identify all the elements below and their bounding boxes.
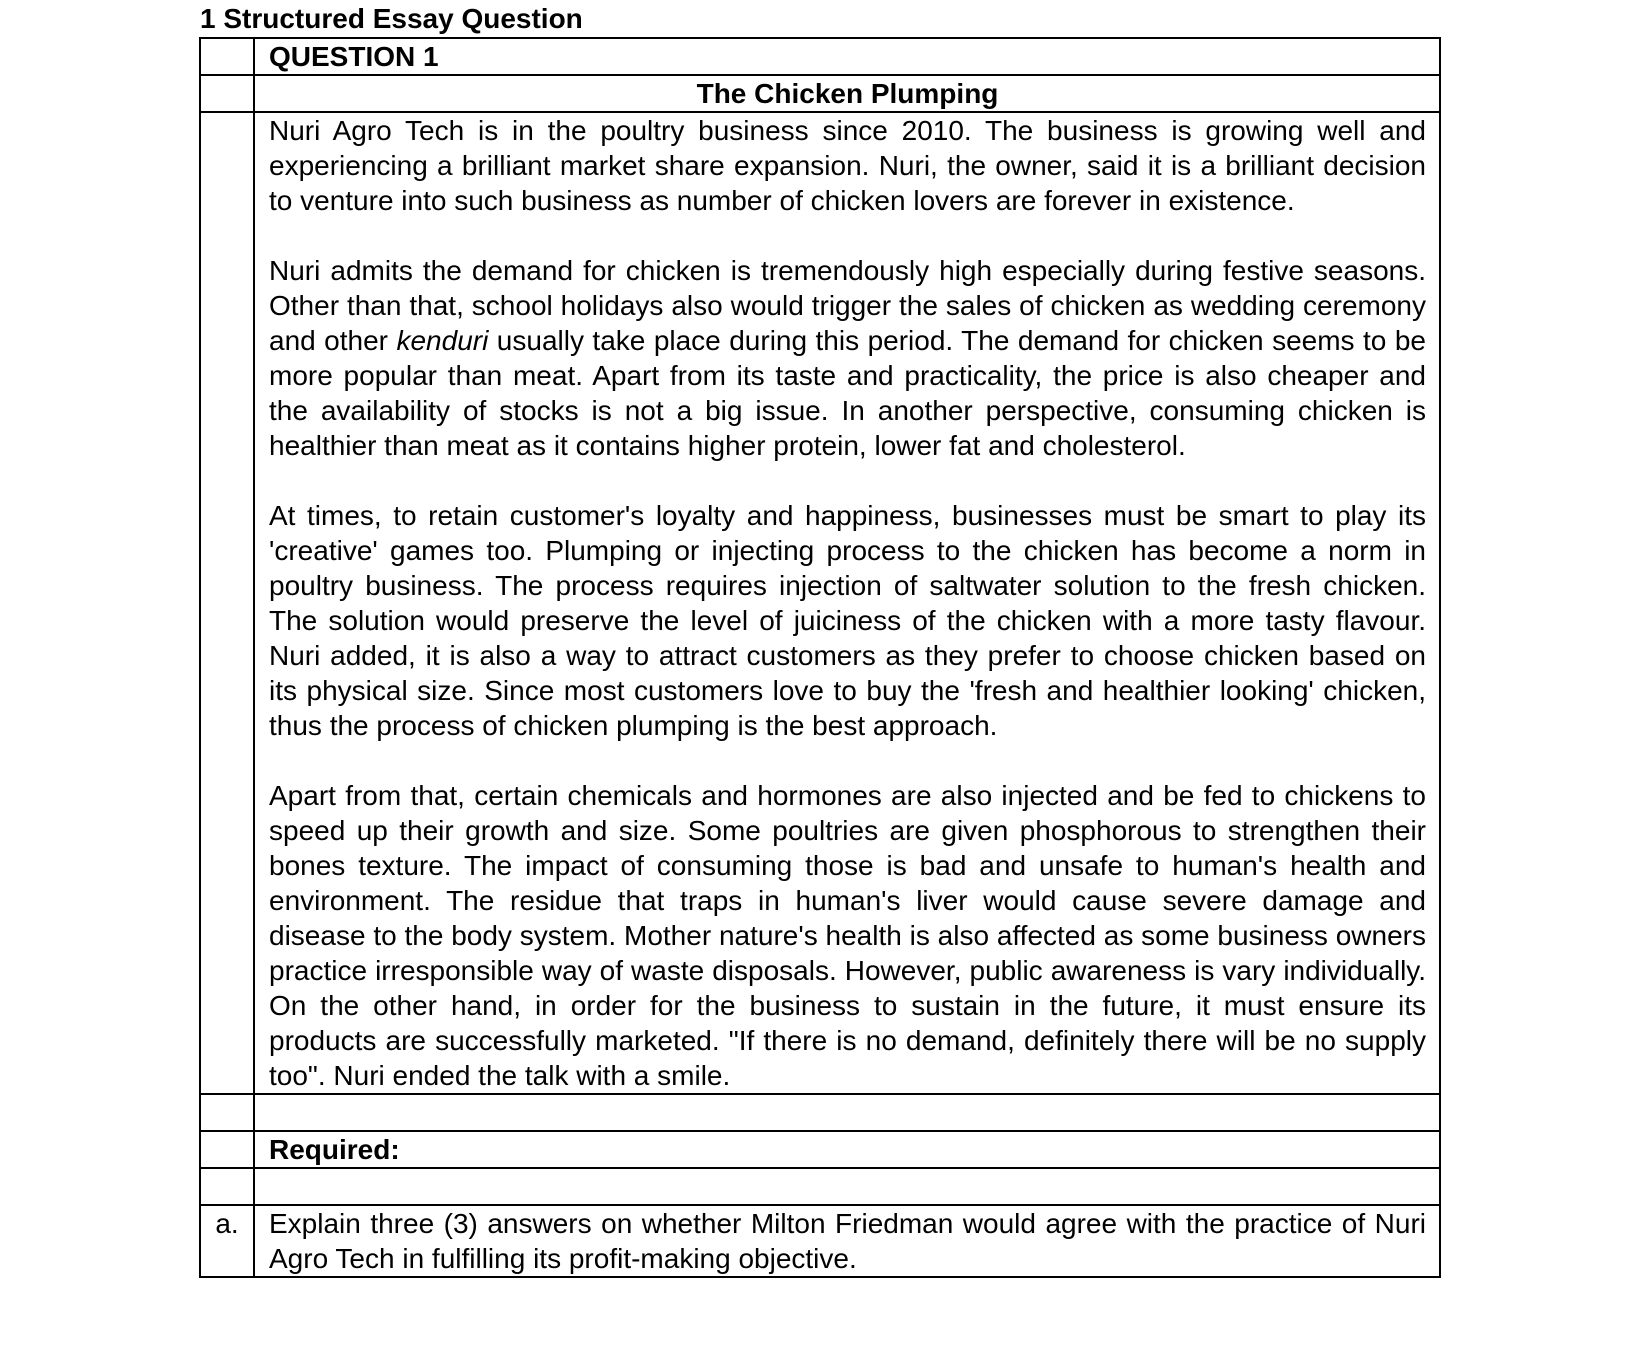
- spacer-row-1: [200, 1094, 1440, 1131]
- case-title-number-cell: [200, 75, 254, 112]
- required-label: Required:: [254, 1131, 1440, 1168]
- spacer-row-2: [200, 1168, 1440, 1205]
- question-label-number-cell: [200, 38, 254, 75]
- question-a-text: [254, 1205, 1440, 1277]
- case-paragraph-3: At times, to retain customer's loyalty and happiness, businesses must be smart to play its 'creative' games too. Plumping or injecting process to the chicken has become a norm in poultry business. The process requires injection of saltwater solution to the fresh chicken. The solution would preserve the level of juiciness of the chicken with a more tasty flavour. Nuri added, it is also a way to attract customers as they prefer to choose chicken based on its physical size. Since most customers love to buy the 'fresh and healthier looking' chicken, thus the process of chicken plumping is the best approach.: [269, 500, 1426, 741]
- case-title: The Chicken Plumping: [254, 75, 1440, 112]
- case-paragraph-1: Nuri Agro Tech is in the poultry business since 2010. The business is growing well and experiencing a brilliant market share expansion. Nuri, the owner, said it is a brilliant decision to venture into such business as number of chicken lovers are forever in existence.: [269, 115, 1426, 216]
- section-heading: 1 Structured Essay Question: [200, 3, 583, 34]
- question-a-row: [200, 1205, 1440, 1277]
- case-paragraph-2-italic-term: kenduri: [396, 325, 489, 356]
- case-body: [254, 112, 1440, 1094]
- essay-question-table: [199, 37, 1441, 1278]
- case-title-row: [200, 75, 1440, 112]
- case-paragraph-2: [269, 253, 1426, 463]
- question-a-paragraph: Explain three (3) answers on whether Milton Friedman would agree with the practice of Nuri Agro Tech in fulfilling its profit-making objective.: [269, 1208, 1426, 1274]
- question-label-row: [200, 38, 1440, 75]
- case-body-row: [200, 112, 1440, 1094]
- spacer-row-2-body-cell: [254, 1168, 1440, 1205]
- case-body-number-cell: [200, 112, 254, 1094]
- case-paragraph-2-text-end: usually take place during this period. The demand for chicken seems to be more popular than meat. Apart from its taste and practicality, the price is also cheaper and the availability of stocks is not a big issue. In another perspective, consuming chicken is healthier than meat as it contains higher protein, lower fat and cholesterol.: [269, 325, 1426, 461]
- question-label: QUESTION 1: [254, 38, 1440, 75]
- required-number-cell: [200, 1131, 254, 1168]
- spacer-row-1-body-cell: [254, 1094, 1440, 1131]
- spacer-row-1-number-cell: [200, 1094, 254, 1131]
- spacer-row-2-number-cell: [200, 1168, 254, 1205]
- question-a-label: a.: [200, 1205, 254, 1277]
- case-paragraph-2-text-start: Nuri admits the demand for chicken is tremendously high especially during festive seasons. Other than that, school holidays also would trigger the sales of chicken as wedding ceremony and other: [269, 255, 1426, 356]
- required-row: [200, 1131, 1440, 1168]
- case-paragraph-4: Apart from that, certain chemicals and hormones are also injected and be fed to chickens to speed up their growth and size. Some poultries are given phosphorous to strengthen their bones texture. The impact of consuming those is bad and unsafe to human's health and environment. The residue that traps in human's liver would cause severe damage and disease to the body system. Mother nature's health is also affected as some business owners practice irresponsible way of waste disposals. However, public awareness is vary individually. On the other hand, in order for the business to sustain in the future, it must ensure its products are successfully marketed. "If there is no demand, definitely there will be no supply too". Nuri ended the talk with a smile.: [269, 780, 1426, 1091]
